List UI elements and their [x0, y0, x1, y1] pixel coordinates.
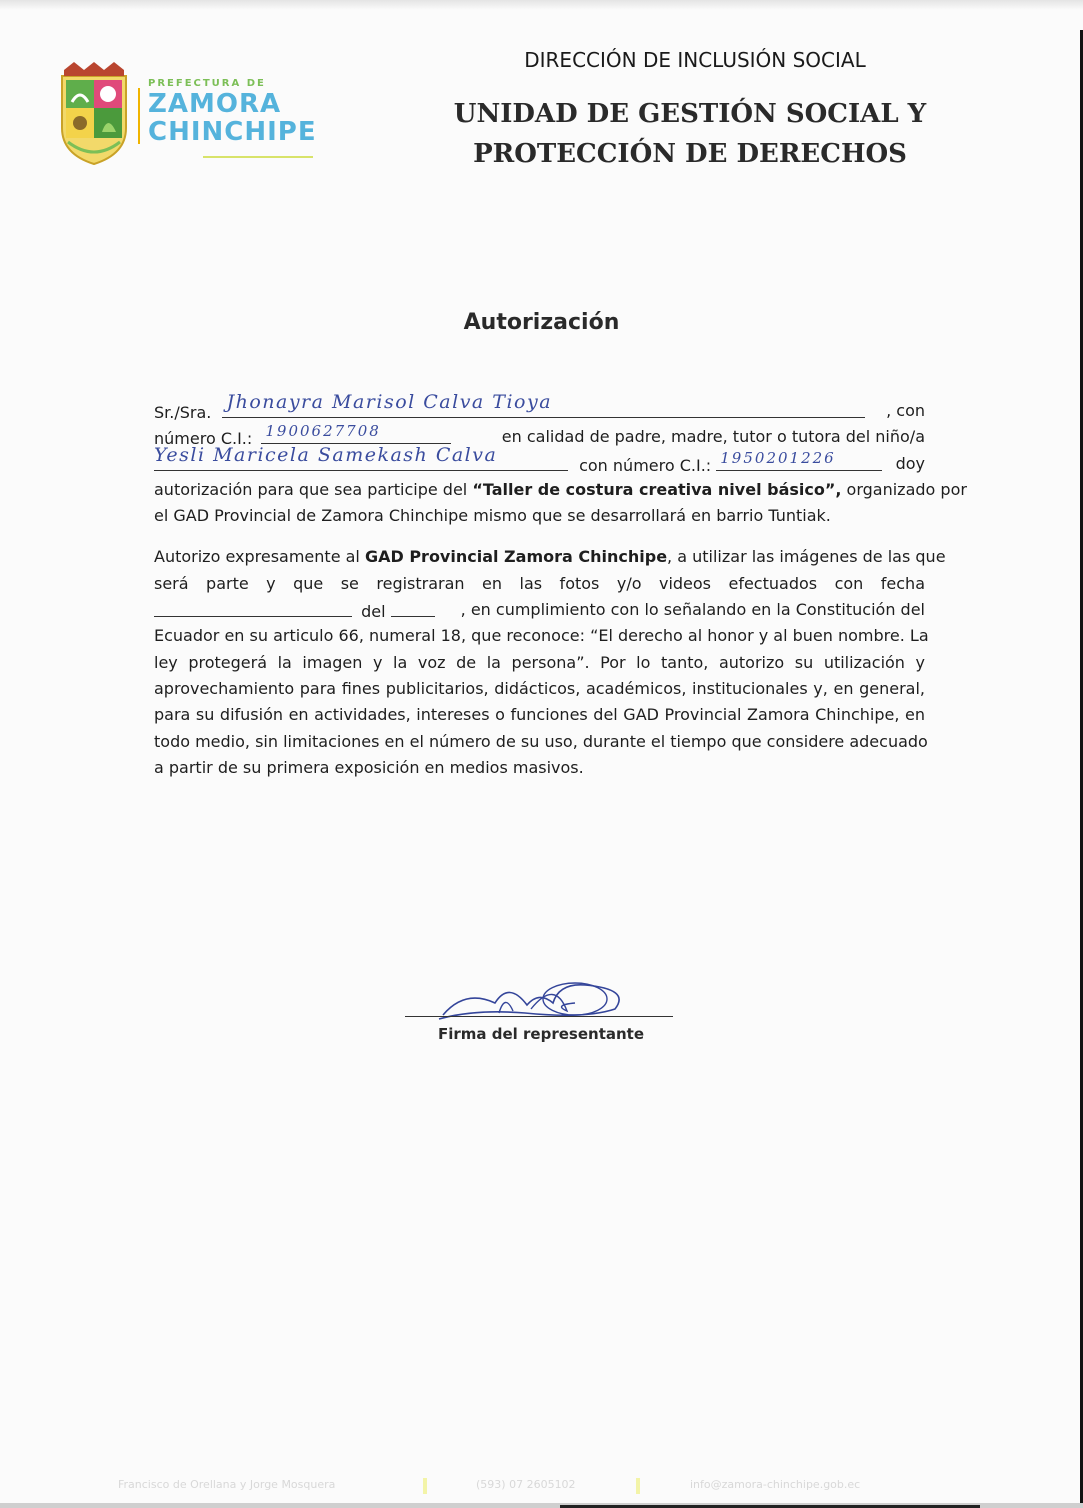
logo-separator	[138, 88, 140, 144]
authorization-body	[154, 391, 967, 781]
child-name-handwritten: Yesli Maricela Samekash Calva	[154, 443, 498, 466]
unidad-heading	[430, 94, 950, 174]
logo-name-chinchipe: CHINCHIPE	[148, 117, 317, 147]
form-line-4	[154, 477, 967, 503]
consent-line-2: será parte y que se registraran en las fotos y/o videos efectuados con fecha	[154, 573, 925, 593]
form-line-5: el GAD Provincial de Zamora Chinchipe mismo que se desarrollará en barrio Tuntiak.	[154, 506, 831, 526]
scan-top-edge	[0, 0, 1083, 10]
logo-prefix: PREFECTURA DE	[148, 78, 266, 89]
footer-separator-1	[423, 1478, 427, 1494]
taller-intro: autorización para que sea participe del	[154, 479, 473, 499]
con-numero-ci-label: con número C.I.:	[579, 455, 712, 475]
representative-name-handwritten: Jhonayra Marisol Calva Tioya	[226, 391, 553, 413]
consent-line-7: para su difusión en actividades, intereses o funciones del GAD Provincial Zamora Chinchipe, en	[154, 705, 925, 725]
child-ci-field[interactable]	[716, 448, 882, 471]
child-name-field[interactable]	[154, 443, 568, 471]
year-field[interactable]	[391, 597, 435, 617]
consent-intro: Autorizo expresamente al	[154, 547, 365, 567]
signature-label: Firma del representante	[438, 1025, 645, 1043]
representative-ci-handwritten: 1900627708	[265, 422, 381, 441]
form-line-3	[154, 443, 925, 477]
consent-paragraph	[154, 544, 946, 781]
consent-gad: GAD Provincial Zamora Chinchipe	[364, 547, 668, 567]
footer-phone: (593) 07 2605102	[476, 1478, 576, 1491]
signature-line	[405, 1016, 673, 1017]
consent-line-9: a partir de su primera exposición en medios masivos.	[154, 757, 584, 777]
taller-name: “Taller de costura creativa nivel básico”,	[472, 479, 842, 499]
child-ci-handwritten: 1950201226	[720, 448, 836, 467]
calidad-text: en calidad de padre, madre, tutor o tutora del niño/a	[501, 427, 925, 447]
taller-organizer: organizado por	[841, 479, 967, 499]
consent-line-4: Ecuador en su articulo 66, numeral 18, que reconoce: “El derecho al honor y al buen nombre. La	[154, 626, 929, 646]
coat-of-arms-icon	[54, 58, 134, 168]
unidad-line-2: PROTECCIÓN DE DERECHOS	[473, 139, 907, 169]
signature-block	[405, 975, 675, 1045]
footer-address: Francisco de Orellana y Jorge Mosquera	[118, 1478, 336, 1491]
date-field[interactable]	[154, 597, 352, 617]
page-footer	[0, 1478, 1083, 1498]
logo-name-zamora: ZAMORA	[148, 89, 282, 119]
consent-line-6: aprovechamiento para fines publicitarios, didácticos, académicos, institucionales y, en general,	[154, 678, 925, 698]
prefectura-logo	[48, 48, 318, 176]
footer-separator-2	[636, 1478, 640, 1494]
sr-label: Sr./Sra.	[154, 403, 212, 422]
logo-underline	[203, 156, 313, 158]
direccion-heading: DIRECCIÓN DE INCLUSIÓN SOCIAL	[524, 48, 866, 72]
consent-line-5: ley protegerá la imagen y la voz de la persona”. Por lo tanto, autorizo su utilización y	[154, 652, 925, 672]
numero-ci-label: número C.I.:	[154, 429, 253, 449]
consent-line-8: todo medio, sin limitaciones en el número de su uso, durante el tiempo que considere adecuado	[154, 731, 928, 751]
del-label: del	[361, 602, 386, 622]
document-title: Autorización	[463, 310, 620, 335]
doy-label: doy	[895, 453, 925, 473]
consent-intro-rest: , a utilizar las imágenes de las que	[667, 547, 946, 567]
consent-line-1	[154, 544, 946, 570]
footer-web: info@zamora-chinchipe.gob.ec	[690, 1478, 861, 1491]
consent-line-3	[154, 597, 925, 623]
representative-name-field[interactable]	[222, 391, 865, 418]
con-label: , con	[886, 401, 925, 420]
unidad-line-1: UNIDAD DE GESTIÓN SOCIAL Y	[453, 99, 927, 129]
consent-line-3-text: , en cumplimiento con lo señalando en la Constitución del	[460, 600, 925, 620]
